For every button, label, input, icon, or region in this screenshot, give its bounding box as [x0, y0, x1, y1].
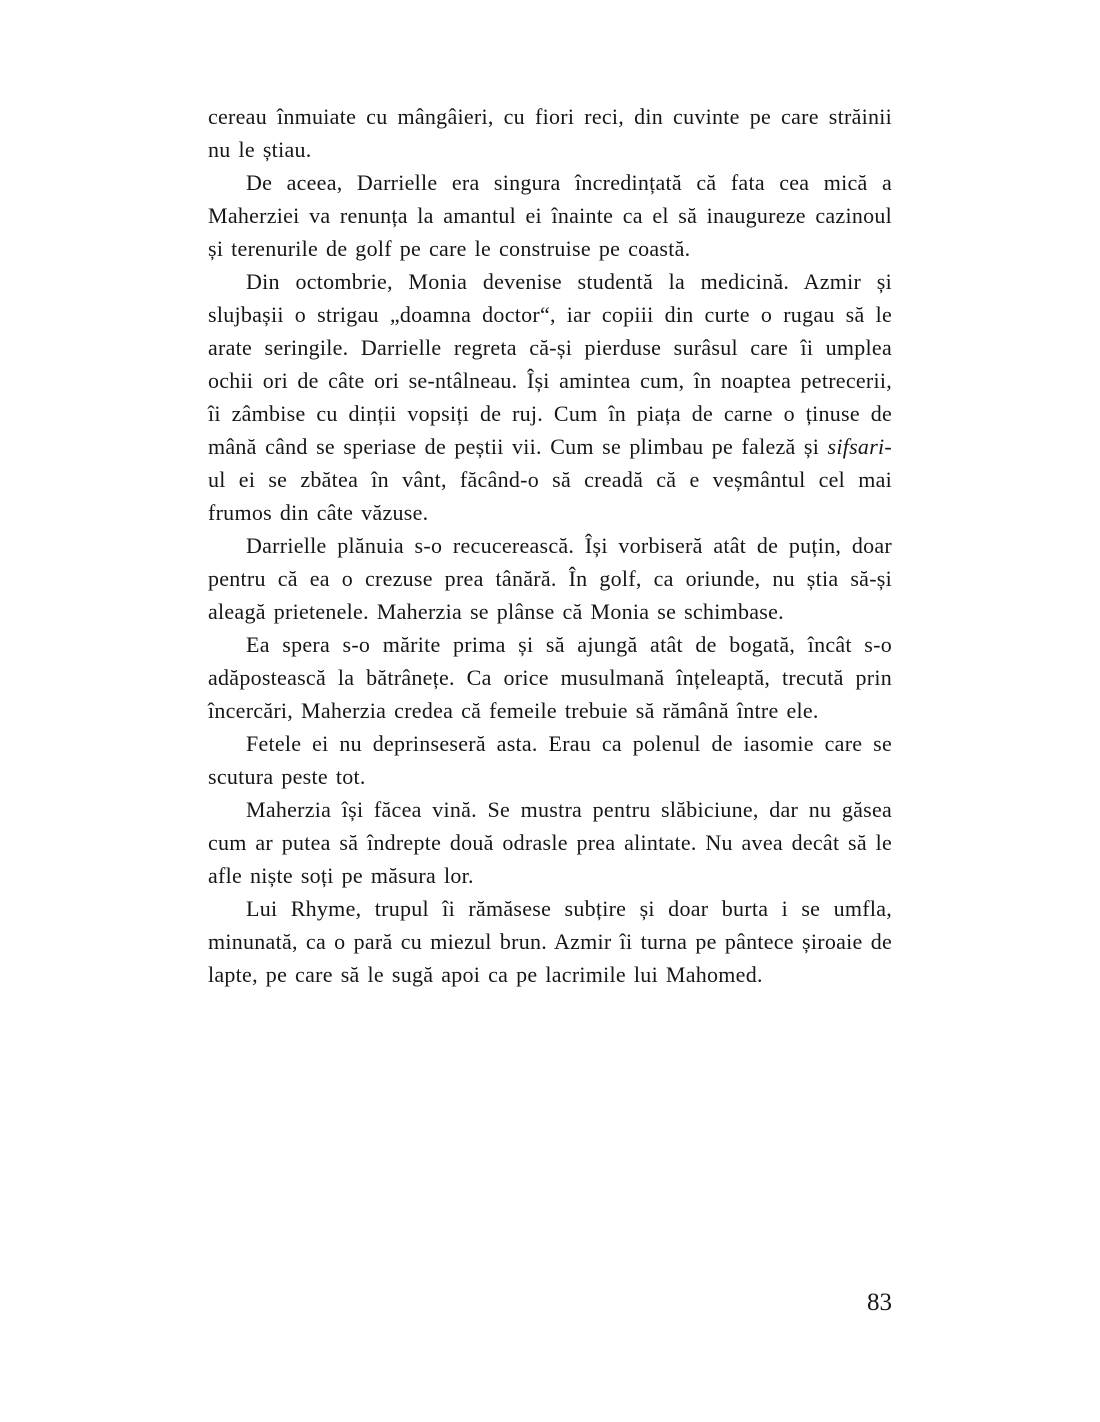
- paragraph: Lui Rhyme, trupul îi rămăsese subțire și doar burta i se umfla, minunată, ca o pară cu miezul brun. Azmir îi turna pe pântece șiroaie de lapte, pe care să le sugă apoi ca pe lacrimile lui Mahomed.: [208, 896, 892, 987]
- paragraph: [208, 265, 892, 529]
- paragraph: Ea spera s-o mărite prima și să ajungă atât de bogată, încât s-o adăpostească la bătrânețe. Ca orice musulmană înțeleaptă, trecută prin încercări, Maherzia credea că femeile trebuie să rămână între ele.: [208, 632, 892, 723]
- page-number: 83: [867, 1289, 892, 1316]
- paragraph: Darrielle plănuia s-o recucerească. Își vorbiseră atât de puțin, doar pentru că ea o crezuse prea tânără. În golf, ca oriunde, nu știa să-și aleagă prietenele. Maherzia se plânse că Monia se schimbase.: [208, 533, 892, 624]
- paragraph-text: Din octombrie, Monia devenise studentă la medicină. Azmir și slujbașii o strigau „doamna doctor“, iar copiii din curte o rugau să le arate seringile. Darrielle regreta că-și pierduse surâsul care îi umplea ochii ori de câte ori se-ntâlneau. Își amintea cum, în noaptea petrecerii, îi zâmbise cu dinții vopsiți de ruj. Cum în piața de carne o ținuse de mână când se speriase de peștii vii. Cum se plimbau pe faleză și: [208, 269, 892, 459]
- paragraph: Maherzia își făcea vină. Se mustra pentru slăbiciune, dar nu găsea cum ar putea să îndrepte două odrasle prea alintate. Nu avea decât să le afle niște soți pe măsura lor.: [208, 797, 892, 888]
- italic-term: sifsari: [827, 434, 885, 459]
- text-block: [208, 100, 892, 991]
- paragraph: Fetele ei nu deprinseseră asta. Erau ca polenul de iasomie care se scutura peste tot.: [208, 731, 892, 789]
- paragraph-continuation: cereau înmuiate cu mângâieri, cu fiori reci, din cuvinte pe care străinii nu le știau.: [208, 104, 892, 162]
- paragraph: De aceea, Darrielle era singura încredințată că fata cea mică a Maherziei va renunța la amantul ei înainte ca el să inaugureze cazinoul și terenurile de golf pe care le construise pe coastă.: [208, 170, 892, 261]
- paragraph-text: -ul ei se zbătea în vânt, făcând-o să creadă că e veșmântul cel mai frumos din câte văzuse.: [208, 434, 892, 525]
